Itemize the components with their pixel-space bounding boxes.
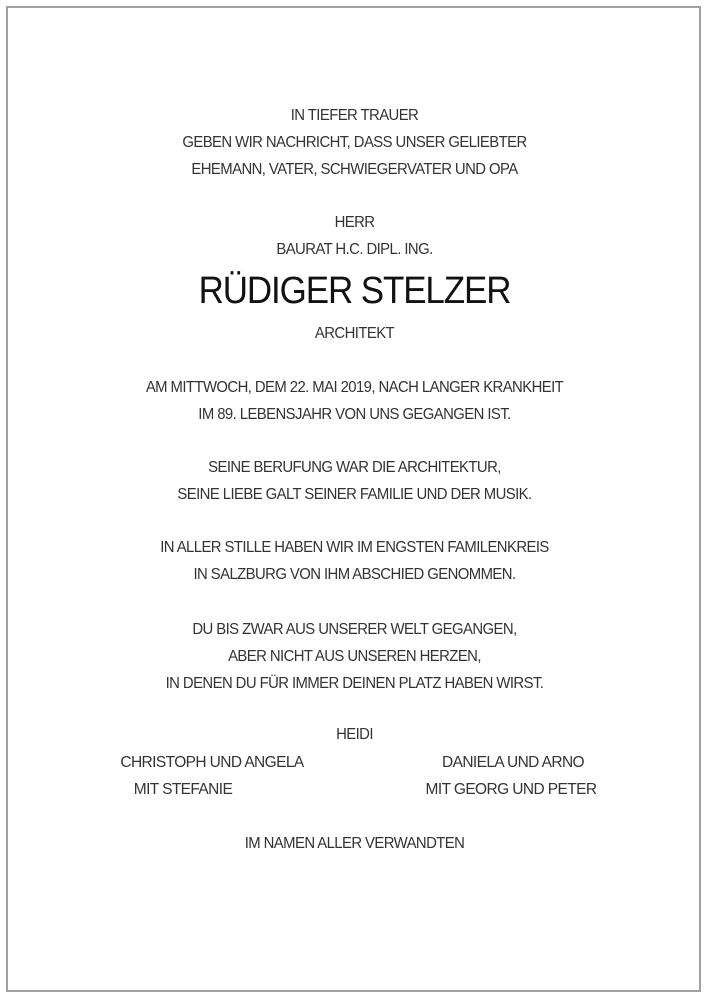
mourner-widow: HEIDI — [336, 726, 373, 743]
death-notice-line-1: AM MITTWOCH, DEM 22. MAI 2019, NACH LANGER KRANKHEIT — [145, 379, 564, 396]
farewell-line-1: IN ALLER STILLE HABEN WIR IM ENGSTEN FAMILENKREIS — [160, 539, 549, 556]
intro-line-3: EHEMANN, VATER, SCHWIEGERVATER UND OPA — [191, 161, 518, 178]
mourner-right-line-2: MIT GEORG UND PETER — [425, 781, 597, 798]
closing-line: IM NAMEN ALLER VERWANDTEN — [244, 835, 465, 852]
farewell-line-2: IN SALZBURG VON IHM ABSCHIED GENOMMEN. — [193, 566, 516, 583]
mourner-left-line-1: CHRISTOPH UND ANGELA — [120, 754, 304, 771]
intro-line-1: IN TIEFER TRAUER — [290, 107, 419, 124]
deceased-name: RÜDIGER STELZER — [198, 270, 511, 312]
profession: ARCHITEKT — [314, 325, 395, 342]
mourner-right-line-1: DANIELA UND ARNO — [442, 754, 584, 771]
passion-line-1: SEINE BERUFUNG WAR DIE ARCHITEKTUR, — [208, 459, 501, 476]
intro-line-2: GEBEN WIR NACHRICHT, DASS UNSER GELIEBTER — [182, 134, 527, 151]
verse-line-3: IN DENEN DU FÜR IMMER DEINEN PLATZ HABEN WIRST. — [165, 675, 544, 692]
verse-line-2: ABER NICHT AUS UNSEREN HERZEN, — [228, 648, 481, 665]
salutation: HERR — [334, 214, 375, 231]
mourner-left-line-2: MIT STEFANIE — [133, 781, 233, 798]
passion-line-2: SEINE LIEBE GALT SEINER FAMILIE UND DER MUSIK. — [177, 486, 532, 503]
verse-line-1: DU BIS ZWAR AUS UNSERER WELT GEGANGEN, — [192, 621, 517, 638]
death-notice-line-2: IM 89. LEBENSJAHR VON UNS GEGANGEN IST. — [198, 406, 511, 423]
degree: BAURAT H.C. DIPL. ING. — [276, 241, 433, 258]
